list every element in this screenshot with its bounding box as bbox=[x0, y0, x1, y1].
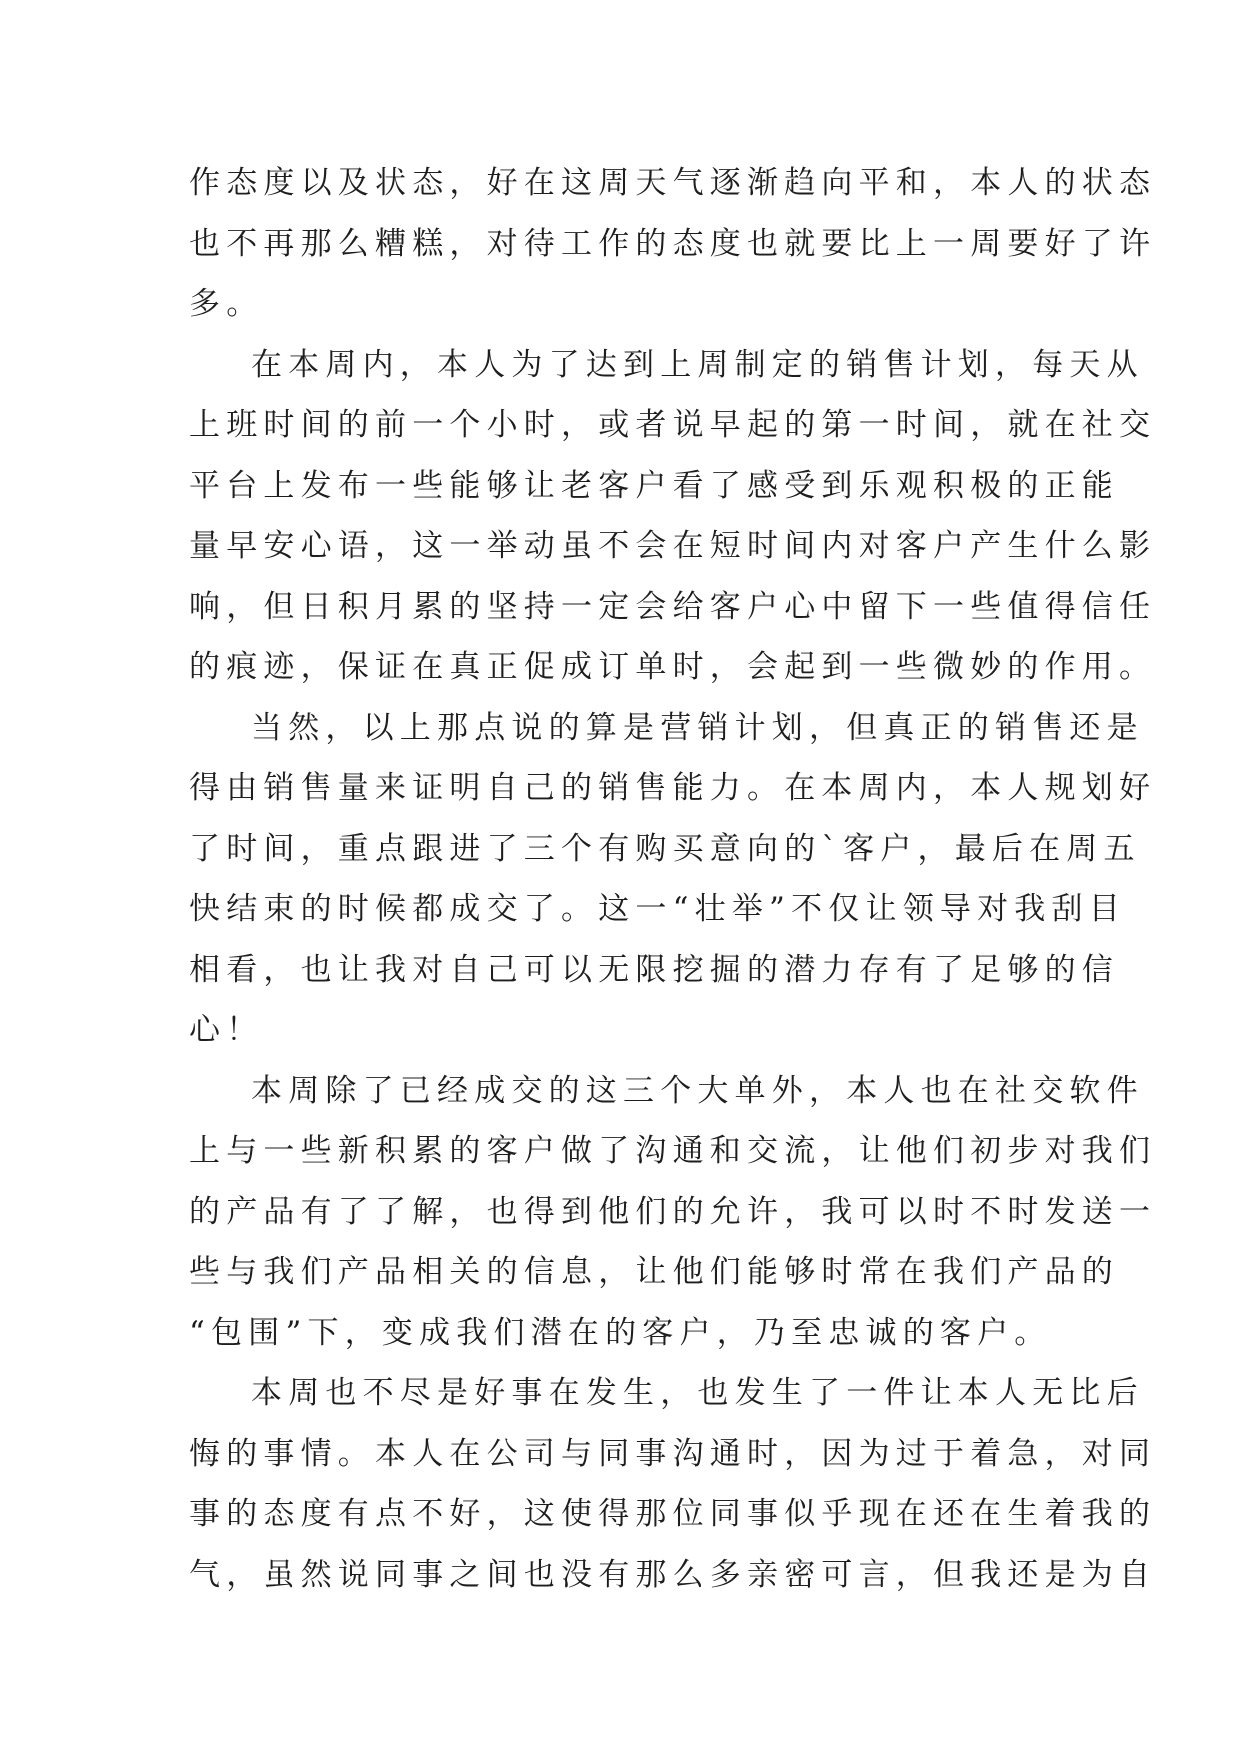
text-line: 量早安心语，这一举动虽不会在短时间内对客户产生什么影 bbox=[189, 528, 1157, 564]
text-line: 相看，也让我对自己可以无限挖掘的潜力存有了足够的信 bbox=[189, 951, 1119, 988]
text-line: 了时间，重点跟进了三个有购买意向的`客户，最后在周五 bbox=[189, 830, 1141, 867]
text-line: 当然，以上那点说的算是营销计划，但真正的销售还是 bbox=[251, 709, 1144, 746]
text-line: 多。 bbox=[189, 286, 264, 322]
text-line: 快结束的时候都成交了。这一“壮举”不仅让领导对我刮目 bbox=[189, 891, 1126, 927]
text-line: 作态度以及状态，好在这周天气逐渐趋向平和，本人的状态 bbox=[189, 165, 1157, 201]
text-line: 的产品有了了解，也得到他们的允许，我可以时不时发送一 bbox=[189, 1193, 1157, 1230]
text-line: 事的态度有点不好，这使得那位同事似乎现在还在生着我的 bbox=[189, 1496, 1157, 1532]
text-line: “包围”下，变成我们潜在的客户，乃至忠诚的客户。 bbox=[189, 1314, 1052, 1351]
text-line: 本周除了已经成交的这三个大单外，本人也在社交软件 bbox=[251, 1072, 1144, 1109]
text-line: 响，但日积月累的坚持一定会给客户心中留下一些值得信任 bbox=[189, 588, 1157, 625]
text-line: 在本周内，本人为了达到上周制定的销售计划，每天从 bbox=[251, 346, 1144, 383]
text-line: 也不再那么糟糕，对待工作的态度也就要比上一周要好了许 bbox=[189, 225, 1157, 262]
document-body bbox=[189, 153, 1157, 1605]
text-line: 气，虽然说同事之间也没有那么多亲密可言，但我还是为自 bbox=[189, 1556, 1157, 1593]
text-line: 本周也不尽是好事在发生，也发生了一件让本人无比后 bbox=[251, 1375, 1144, 1411]
text-line: 悔的事情。本人在公司与同事沟通时，因为过于着急，对同 bbox=[189, 1435, 1157, 1472]
text-line: 得由销售量来证明自己的销售能力。在本周内，本人规划好 bbox=[189, 770, 1157, 806]
text-line: 上与一些新积累的客户做了沟通和交流，让他们初步对我们 bbox=[189, 1133, 1157, 1169]
text-line: 心！ bbox=[189, 1012, 264, 1048]
text-line: 上班时间的前一个小时，或者说早起的第一时间，就在社交 bbox=[189, 407, 1157, 443]
text-line: 平台上发布一些能够让老客户看了感受到乐观积极的正能 bbox=[189, 467, 1119, 504]
text-line: 的痕迹，保证在真正促成订单时，会起到一些微妙的作用。 bbox=[189, 649, 1157, 685]
text-line: 些与我们产品相关的信息，让他们能够时常在我们产品的 bbox=[189, 1254, 1119, 1290]
